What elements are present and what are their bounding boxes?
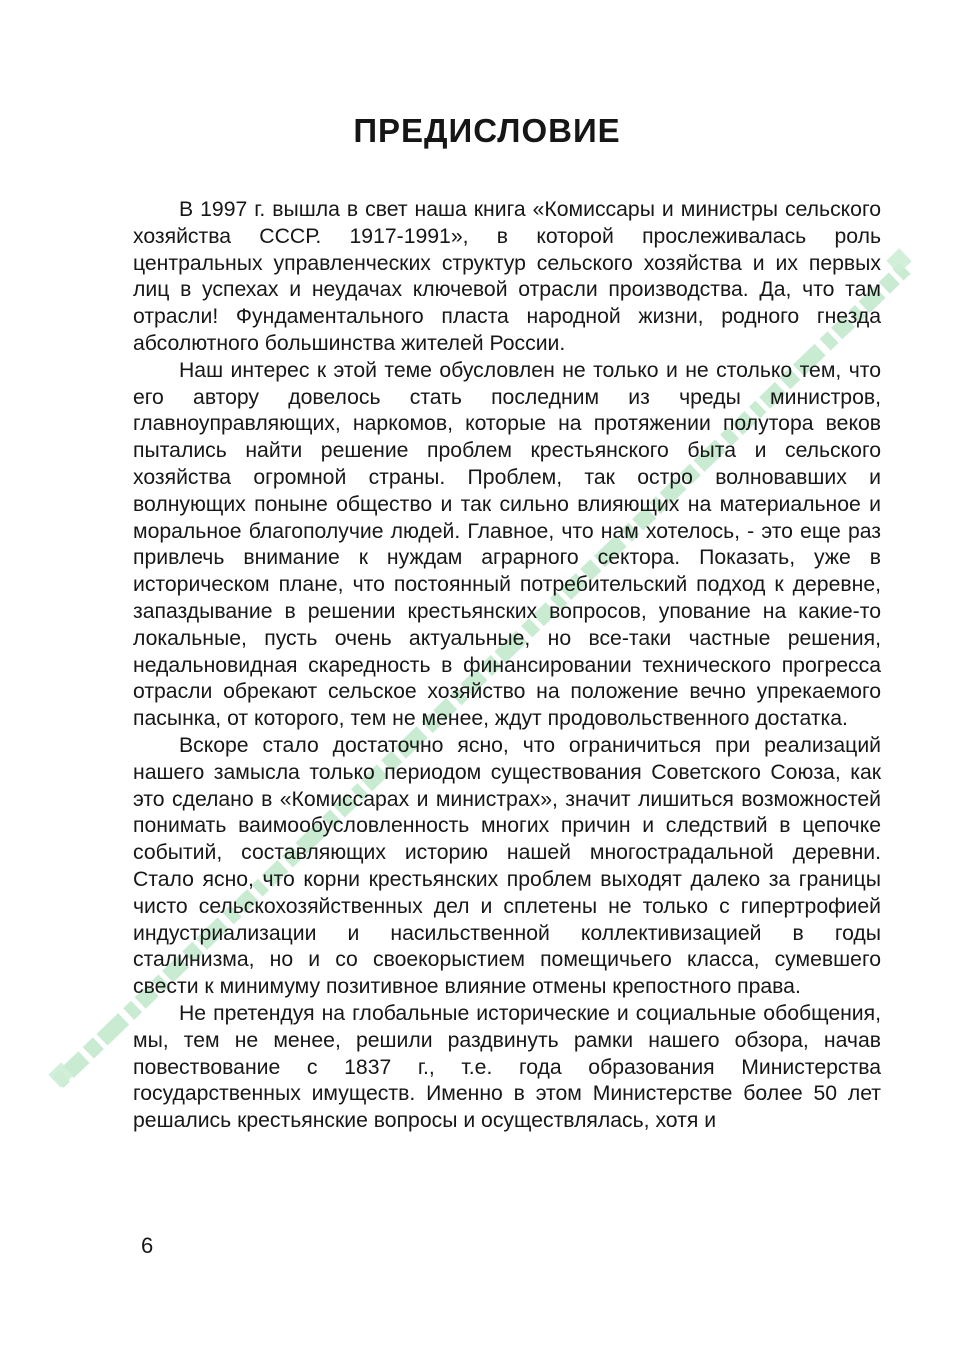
paragraph: Не претендуя на глобальные исторические и социальные обобщения, мы, тем не менее, решили раздвинуть рамки нашего обзора, начав повествование с 1837 г., т.е. года образования Министерства государственных имуществ. Именно в этом Министерстве более 50 лет решались крестьянские вопросы и осуществлялась, хотя и [133,1001,881,1133]
paragraph: Наш интерес к этой теме обусловлен не только и не столько тем, что его автору довелось стать последним из чреды министров, главноуправляющих, наркомов, которые на протяжении полутора веков пытались найти решение проблем крестьянского быта и сельского хозяйства огромной страны. Проблем, так остро волновавших и волнующих поныне общество и так сильно влияющих на материальное и моральное благополучие людей. Главное, что нам хотелось, - это еще раз привлечь внимание к нуждам аграрного сектора. Показать, уже в историческом плане, что постоянный потребительский подход к деревне, запаздывание в решении крестьянских вопросов, упование на какие-то локальные, пусть очень актуальные, но все-таки частные решения, недальновидная скаредность в финансировании технического прогресса отрасли обрекают сельское хозяйство на положение вечно упрекаемого пасынка, от которого, тем не менее, ждут продовольственного достатка. [133,358,881,731]
page-title: ПРЕДИСЛОВИЕ [353,112,621,149]
paragraph: В 1997 г. вышла в свет наша книга «Комиссары и министры сельского хозяйства СССР. 1917-1991», в которой прослеживалась роль центральных управленческих структур сельского хозяйства и их первых лиц в успехах и неудачах ключевой отрасли производства. Да, что там отрасли! Фундаментального пласта народной жизни, родного гнезда абсолютного большинства жителей России. [133,198,881,355]
page-number: 6 [141,1233,154,1258]
paragraph: Вскоре стало достаточно ясно, что ограничиться при реализаций нашего замысла только периодом существования Советского Союза, как это сделано в «Комиссарах и министрах», значит лишиться возможностей понимать ваимообусловленность многих причин и следствий в цепочке событий, составляющих историю нашей многострадальной деревни. Стало ясно, что корни крестьянских проблем выходят далеко за границы чисто сельскохозяйственных дел и сплетены не только с гипертрофией индустриализации и насильственной коллективизацией в годы сталинизма, но и со своекорыстием помещичьего класса, сумевшего свести к минимуму позитивное влияние отмены крепостного права. [133,733,881,999]
body-text [133,197,881,1135]
